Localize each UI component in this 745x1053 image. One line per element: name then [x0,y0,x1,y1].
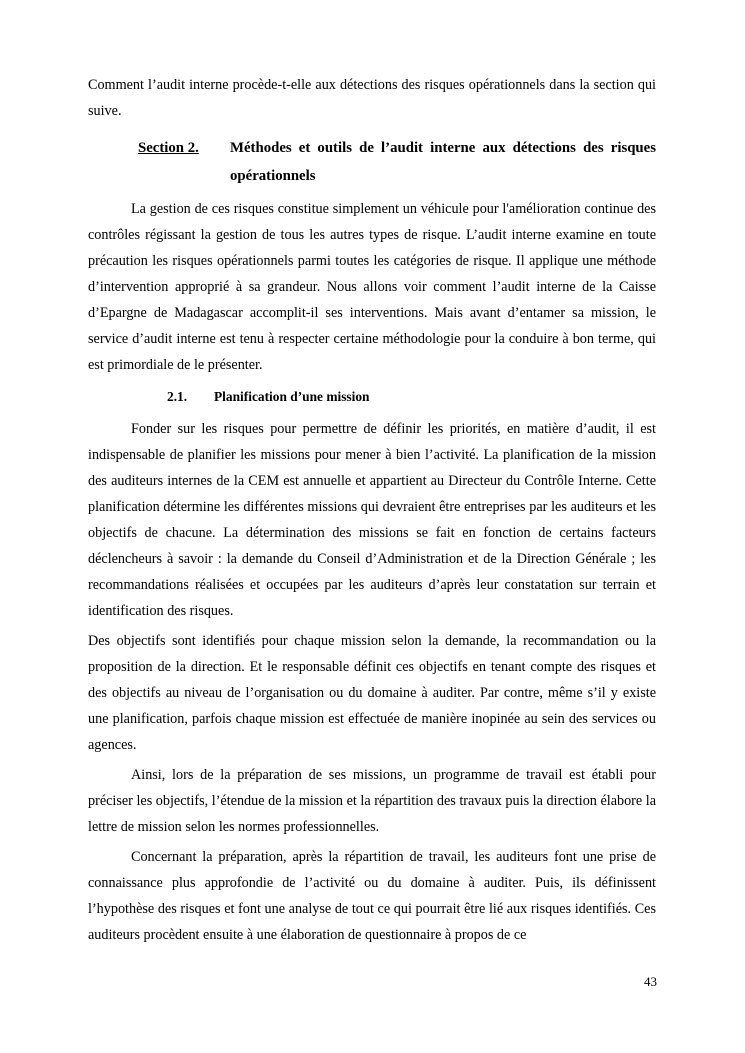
section-title: Méthodes et outils de l’audit interne aux détections des risques opérationnels [230,140,656,184]
subsection-number: 2.1. [167,389,188,404]
intro-paragraph: Comment l’audit interne procède-t-elle aux détections des risques opérationnels dans la section qui suive. [88,77,656,119]
subsection-title: Planification d’une mission [214,389,370,404]
section-paragraph: La gestion de ces risques constitue simplement un véhicule pour l'amélioration continue des contrôles régissant la gestion de tous les autres types de risque. L’audit interne examine en toute précaution les risques opérationnels parmi toutes les catégories de risque. Il applique une méthode d’intervention approprié à sa grandeur. Nous allons voir comment l’audit interne de la Caisse d’Epargne de Madagascar accomplit-il ses interventions. Mais avant d’entamer sa mission, le service d’audit interne est tenu à respecter certaine méthodologie pour la conduire à bon terme, qui est primordiale de le présenter. [88,201,656,373]
section-heading [88,134,656,190]
page-body [88,72,656,948]
body-paragraph: Fonder sur les risques pour permettre de définir les priorités, en matière d’audit, il est indispensable de planifier les missions pour mener à bien l’activité. La planification de la mission des auditeurs internes de la CEM est annuelle et appartient au Directeur du Contrôle Interne. Cette planification détermine les différentes missions qui devraient être entreprises par les auditeurs et les objectifs de chacune. La détermination des missions se fait en fonction de certains facteurs déclencheurs à savoir : la demande du Conseil d’Administration et de la Direction Générale ; les recommandations réalisées et occupées par les auditeurs d’après leur constatation sur terrain et identification des risques. [88,421,656,619]
body-paragraph: Des objectifs sont identifiés pour chaque mission selon la demande, la recommandation ou la proposition de la direction. Et le responsable définit ces objectifs en tenant compte des risques et des objectifs au niveau de l’organisation ou du domaine à auditer. Par contre, même s’il y existe une planification, parfois chaque mission est effectuée de manière inopinée au sein des services ou agences. [88,633,656,753]
subsection-heading [88,386,656,408]
body-paragraph: Ainsi, lors de la préparation de ses missions, un programme de travail est établi pour préciser les objectifs, l’étendue de la mission et la répartition des travaux puis la direction élabore la lettre de mission selon les normes professionnelles. [88,767,656,835]
section-number: Section 2. [138,140,199,156]
body-paragraph: Concernant la préparation, après la répartition de travail, les auditeurs font une prise de connaissance plus approfondie de l’activité ou du domaine à auditer. Puis, ils définissent l’hypothèse des risques et font une analyse de tout ce qui pourrait être lié aux risques identifiés. Ces auditeurs procèdent ensuite à une élaboration de questionnaire à propos de ce [88,849,656,943]
page-number: 43 [644,974,657,989]
